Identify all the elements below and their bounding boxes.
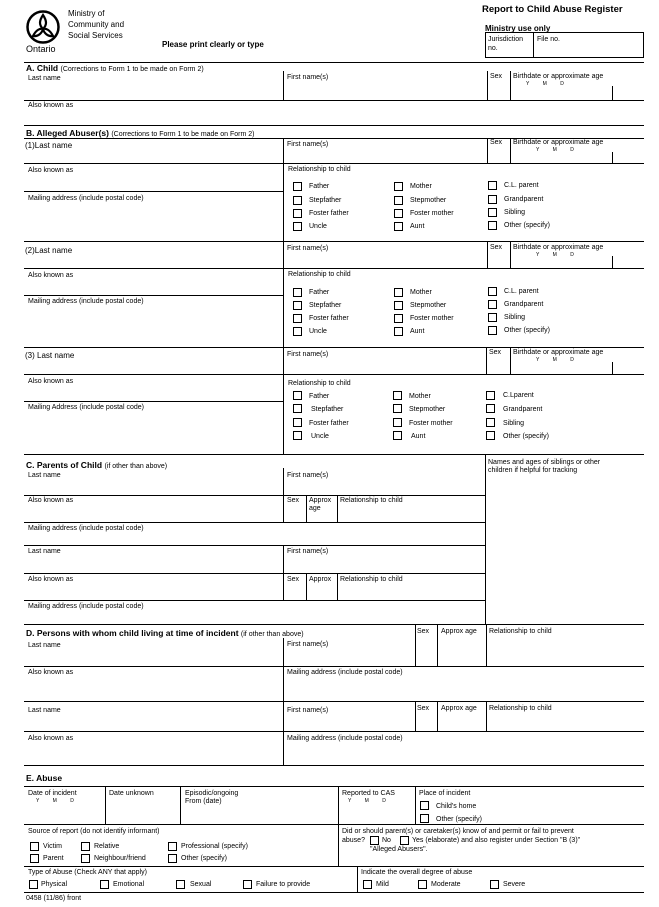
form-number: 0458 (11/86) front [26, 895, 82, 902]
child-last-name-label: Last name [28, 75, 61, 82]
abuser-1-father-label: Father [309, 183, 330, 190]
abuser-1-relationship-label: Relationship to child [288, 166, 351, 173]
abuser-3-aunt-label: Aunt [411, 433, 426, 440]
abuser-1-birthdate-label: Birthdate or approximate age [513, 139, 604, 146]
child-ymd: Y M D [526, 81, 570, 87]
section-b-header: B. Alleged Abuser(s) (Corrections to Form 1 to be made on Form 2) [26, 128, 255, 138]
parent-1-last-name-label: Last name [28, 472, 61, 479]
source-other-label: Other (specify) [181, 855, 227, 862]
abuser-2-sex-label: Sex [490, 244, 503, 251]
did-know-yes-checkbox[interactable] [400, 836, 409, 845]
abuser-3-last-name-label: (3) Last name [25, 351, 75, 360]
did-parents-know-line-2: abuse? [342, 837, 365, 844]
abuser-3-foster-father-label: Foster father [309, 420, 349, 427]
abuser-3-other-label: Other (specify) [503, 433, 549, 440]
abuser-2-stepfather-label: Stepfather [309, 302, 342, 309]
source-neighbour-checkbox[interactable] [81, 854, 90, 863]
abuser-3-father-label: Father [309, 393, 330, 400]
source-relative-label: Relative [94, 843, 120, 850]
person-1-last-name-label: Last name [28, 642, 61, 649]
type-failure-label: Failure to provide [256, 881, 311, 888]
abuser-1-first-names-label: First name(s) [287, 141, 329, 148]
abuser-2-cl-parent-checkbox[interactable] [488, 287, 497, 296]
ministry-use-label: Ministry use only [485, 24, 551, 33]
abuser-3-mailing-label: Mailing Address (include postal code) [28, 404, 144, 411]
abuser-3-other-checkbox[interactable] [486, 431, 495, 440]
section-a-header: A. Child (Corrections to Form 1 to be made on Form 2) [26, 63, 204, 73]
abuser-2-foster-father-checkbox[interactable] [293, 314, 302, 323]
from-date-label: From (date) [185, 798, 222, 805]
parent-2-sex-label: Sex [287, 576, 300, 583]
abuser-1-foster-mother-checkbox[interactable] [394, 209, 403, 218]
source-of-report-label: Source of report (do not identify informant) [28, 828, 160, 835]
abuser-3-relationship-label: Relationship to child [288, 380, 351, 387]
abuser-2-uncle-checkbox[interactable] [293, 327, 302, 336]
incident-ymd: Y M D [36, 798, 80, 804]
cas-ymd: Y M D [348, 798, 392, 804]
person-2-first-names-label: First name(s) [287, 707, 329, 714]
person-2-last-name-label: Last name [28, 707, 61, 714]
abuser-1-uncle-checkbox[interactable] [293, 222, 302, 231]
section-d-header: D. Persons with whom child living at time of incident (if other than above) [26, 628, 304, 638]
child-aka-label: Also known as [28, 102, 74, 109]
childs-home-checkbox[interactable] [420, 801, 429, 810]
person-1-first-names-label: First name(s) [287, 641, 329, 648]
did-know-yes-label: Yes (elaborate) and also register under Section "B (3)" [412, 837, 581, 844]
abuser-3-sex-label: Sex [489, 349, 502, 356]
abuser-3-sibling-checkbox[interactable] [486, 418, 495, 427]
abuser-1-sibling-checkbox[interactable] [488, 208, 497, 217]
parent-2-relationship-label: Relationship to child [340, 576, 403, 583]
date-of-incident-label: Date of incident [28, 790, 77, 797]
source-professional-checkbox[interactable] [168, 842, 177, 851]
child-first-names-label: First name(s) [287, 74, 329, 81]
person-2-relationship-label: Relationship to child [489, 705, 552, 712]
source-neighbour-label: Neighbour/friend [94, 855, 146, 862]
abuser-1-stepmother-label: Stepmother [410, 197, 447, 204]
ministry-line-2: Community and [68, 20, 125, 29]
siblings-label-line-1: Names and ages of siblings or other [488, 459, 601, 466]
parent-2-aka-label: Also known as [28, 576, 74, 583]
abuser-2-other-label: Other (specify) [504, 327, 550, 334]
abuser-2-foster-mother-label: Foster mother [410, 315, 454, 322]
reported-to-cas-label: Reported to CAS [342, 790, 395, 797]
abuser-1-last-name-label: (1)Last name [25, 141, 73, 150]
person-2-sex-label: Sex [417, 705, 430, 712]
child-birthdate-label: Birthdate or approximate age [513, 73, 604, 80]
abuser-1-cl-parent-label: C.L. parent [504, 182, 539, 189]
abuser-1-ymd: Y M D [536, 147, 580, 153]
siblings-label-line-2: children if helpful for tracking [488, 467, 578, 474]
type-sexual-checkbox[interactable] [176, 880, 185, 889]
abuser-3-stepfather-label: Stepfather [311, 406, 344, 413]
place-other-label: Other (specify) [436, 816, 482, 823]
episodic-label: Episodic/ongoing [185, 790, 239, 797]
abuser-1-aunt-checkbox[interactable] [394, 222, 403, 231]
did-know-no-label: No [382, 837, 391, 844]
abuser-2-cl-parent-label: C.L. parent [504, 288, 539, 295]
abuser-3-stepfather-checkbox[interactable] [293, 404, 302, 413]
abuser-1-aunt-label: Aunt [410, 223, 425, 230]
abuser-2-sibling-checkbox[interactable] [488, 313, 497, 322]
did-parents-know-line-3: "Alleged Abusers". [370, 846, 428, 853]
abuser-3-uncle-label: Uncle [311, 433, 329, 440]
abuser-2-mother-checkbox[interactable] [394, 288, 403, 297]
abuser-1-aka-label: Also known as [28, 167, 74, 174]
abuser-3-foster-father-checkbox[interactable] [293, 418, 302, 427]
abuser-1-stepmother-checkbox[interactable] [394, 196, 403, 205]
parent-1-age-label: age [309, 505, 321, 512]
parent-1-first-names-label: First name(s) [287, 472, 329, 479]
abuser-1-sibling-label: Sibling [504, 209, 526, 216]
source-parent-checkbox[interactable] [30, 854, 39, 863]
person-2-mailing-label: Mailing address (include postal code) [287, 735, 403, 742]
abuser-2-sibling-label: Sibling [504, 314, 526, 321]
type-physical-label: Physical [41, 881, 68, 888]
type-of-abuse-label: Type of Abuse (Check ANY that apply) [28, 869, 147, 876]
ministry-line-3: Social Services [68, 31, 123, 40]
person-2-aka-label: Also known as [28, 735, 74, 742]
abuser-1-stepfather-checkbox[interactable] [293, 196, 302, 205]
place-other-checkbox[interactable] [420, 814, 429, 823]
parent-1-approx-label: Approx [309, 497, 332, 504]
abuser-3-cl-parent-checkbox[interactable] [486, 391, 495, 400]
source-victim-label: Victim [43, 843, 62, 850]
type-failure-checkbox[interactable] [243, 880, 252, 889]
abuser-2-birthdate-label: Birthdate or approximate age [513, 244, 604, 251]
abuser-3-ymd: Y M D [536, 357, 580, 363]
abuser-1-grandparent-label: Grandparent [504, 196, 544, 203]
abuser-3-cl-parent-label: C.Lparent [503, 392, 534, 399]
abuser-2-ymd: Y M D [536, 252, 580, 258]
abuser-2-aka-label: Also known as [28, 272, 74, 279]
abuser-3-birthdate-label: Birthdate or approximate age [513, 349, 604, 356]
abuser-3-foster-mother-label: Foster mother [409, 420, 453, 427]
jurisdiction-no-label: no. [488, 45, 498, 52]
abuser-2-foster-father-label: Foster father [309, 315, 349, 322]
ontario-trillium-logo [26, 10, 60, 44]
person-1-approx-age-label: Approx age [441, 628, 477, 635]
abuser-2-first-names-label: First name(s) [287, 245, 329, 252]
abuser-2-aunt-checkbox[interactable] [394, 327, 403, 336]
file-no-label: File no. [537, 36, 560, 43]
abuser-1-grandparent-checkbox[interactable] [488, 195, 497, 204]
abuser-1-foster-father-label: Foster father [309, 210, 349, 217]
source-other-checkbox[interactable] [168, 854, 177, 863]
childs-home-label: Child's home [436, 803, 477, 810]
abuser-2-foster-mother-checkbox[interactable] [394, 314, 403, 323]
print-instruction: Please print clearly or type [162, 40, 264, 49]
degree-severe-checkbox[interactable] [490, 880, 499, 889]
jurisdiction-label: Jurisdiction [488, 36, 524, 43]
did-know-no-checkbox[interactable] [370, 836, 379, 845]
abuser-3-first-names-label: First name(s) [287, 351, 329, 358]
abuser-3-sibling-label: Sibling [503, 420, 525, 427]
abuser-3-stepmother-checkbox[interactable] [393, 404, 402, 413]
abuser-2-other-checkbox[interactable] [488, 326, 497, 335]
province-name: Ontario [26, 44, 56, 54]
abuser-2-stepfather-checkbox[interactable] [293, 301, 302, 310]
abuser-1-father-checkbox[interactable] [293, 182, 302, 191]
parent-2-first-names-label: First name(s) [287, 548, 329, 555]
source-parent-label: Parent [43, 855, 64, 862]
degree-mild-label: Mild [376, 881, 389, 888]
parent-1-mailing-label: Mailing address (include postal code) [28, 525, 144, 532]
abuser-2-grandparent-checkbox[interactable] [488, 300, 497, 309]
did-parents-know-line-1: Did or should parent(s) or caretaker(s) know of and permit or fail to prevent [342, 828, 574, 835]
type-emotional-label: Emotional [113, 881, 145, 888]
type-sexual-label: Sexual [190, 881, 212, 888]
abuser-2-grandparent-label: Grandparent [504, 301, 544, 308]
degree-mild-checkbox[interactable] [363, 880, 372, 889]
parent-2-mailing-label: Mailing address (include postal code) [28, 603, 144, 610]
degree-of-abuse-label: Indicate the overall degree of abuse [361, 869, 473, 876]
person-1-mailing-label: Mailing address (include postal code) [287, 669, 403, 676]
person-1-relationship-label: Relationship to child [489, 628, 552, 635]
section-c-header: C. Parents of Child (if other than above) [26, 460, 168, 470]
abuser-1-foster-mother-label: Foster mother [410, 210, 454, 217]
person-2-approx-age-label: Approx age [441, 705, 477, 712]
parent-1-aka-label: Also known as [28, 497, 74, 504]
abuser-1-stepfather-label: Stepfather [309, 197, 342, 204]
abuser-1-mother-checkbox[interactable] [394, 182, 403, 191]
abuser-1-cl-parent-checkbox[interactable] [488, 181, 497, 190]
source-victim-checkbox[interactable] [30, 842, 39, 851]
child-sex-label: Sex [490, 73, 503, 80]
abuser-1-mailing-label: Mailing address (include postal code) [28, 195, 144, 202]
person-1-sex-label: Sex [417, 628, 430, 635]
abuser-3-aunt-checkbox[interactable] [393, 431, 402, 440]
section-e-header: E. Abuse [26, 773, 63, 783]
abuser-3-aka-label: Also known as [28, 378, 74, 385]
abuser-1-sex-label: Sex [490, 139, 503, 146]
abuser-2-last-name-label: (2)Last name [25, 246, 73, 255]
source-professional-label: Professional (specify) [181, 843, 248, 850]
abuser-2-father-checkbox[interactable] [293, 288, 302, 297]
abuser-3-uncle-checkbox[interactable] [293, 431, 302, 440]
abuser-2-stepmother-checkbox[interactable] [394, 301, 403, 310]
type-physical-checkbox[interactable] [29, 880, 38, 889]
abuser-1-foster-father-checkbox[interactable] [293, 209, 302, 218]
abuser-2-mother-label: Mother [410, 289, 432, 296]
abuser-3-grandparent-label: Grandparent [503, 406, 543, 413]
parent-2-last-name-label: Last name [28, 548, 61, 555]
parent-1-relationship-label: Relationship to child [340, 497, 403, 504]
degree-moderate-checkbox[interactable] [418, 880, 427, 889]
abuser-3-mother-label: Mother [409, 393, 431, 400]
abuser-1-other-label: Other (specify) [504, 222, 550, 229]
abuser-1-other-checkbox[interactable] [488, 221, 497, 230]
ministry-line-1: Ministry of [68, 9, 105, 18]
abuser-2-uncle-label: Uncle [309, 328, 327, 335]
degree-severe-label: Severe [503, 881, 526, 888]
degree-moderate-label: Moderate [431, 881, 461, 888]
form-title: Report to Child Abuse Register [482, 4, 623, 15]
place-of-incident-label: Place of incident [419, 790, 471, 797]
abuser-1-uncle-label: Uncle [309, 223, 327, 230]
abuser-2-stepmother-label: Stepmother [410, 302, 447, 309]
abuser-3-grandparent-checkbox[interactable] [486, 404, 495, 413]
abuser-1-mother-label: Mother [410, 183, 432, 190]
source-relative-checkbox[interactable] [81, 842, 90, 851]
abuser-3-mother-checkbox[interactable] [393, 391, 402, 400]
abuser-3-foster-mother-checkbox[interactable] [393, 418, 402, 427]
abuser-2-aunt-label: Aunt [410, 328, 425, 335]
type-emotional-checkbox[interactable] [100, 880, 109, 889]
abuser-3-stepmother-label: Stepmother [409, 406, 446, 413]
abuser-3-father-checkbox[interactable] [293, 391, 302, 400]
parent-2-approx-label: Approx [309, 576, 332, 583]
person-1-aka-label: Also known as [28, 669, 74, 676]
abuser-2-father-label: Father [309, 289, 330, 296]
abuser-2-relationship-label: Relationship to child [288, 271, 351, 278]
abuser-2-mailing-label: Mailing address (include postal code) [28, 298, 144, 305]
parent-1-sex-label: Sex [287, 497, 300, 504]
date-unknown-label: Date unknown [109, 790, 154, 797]
